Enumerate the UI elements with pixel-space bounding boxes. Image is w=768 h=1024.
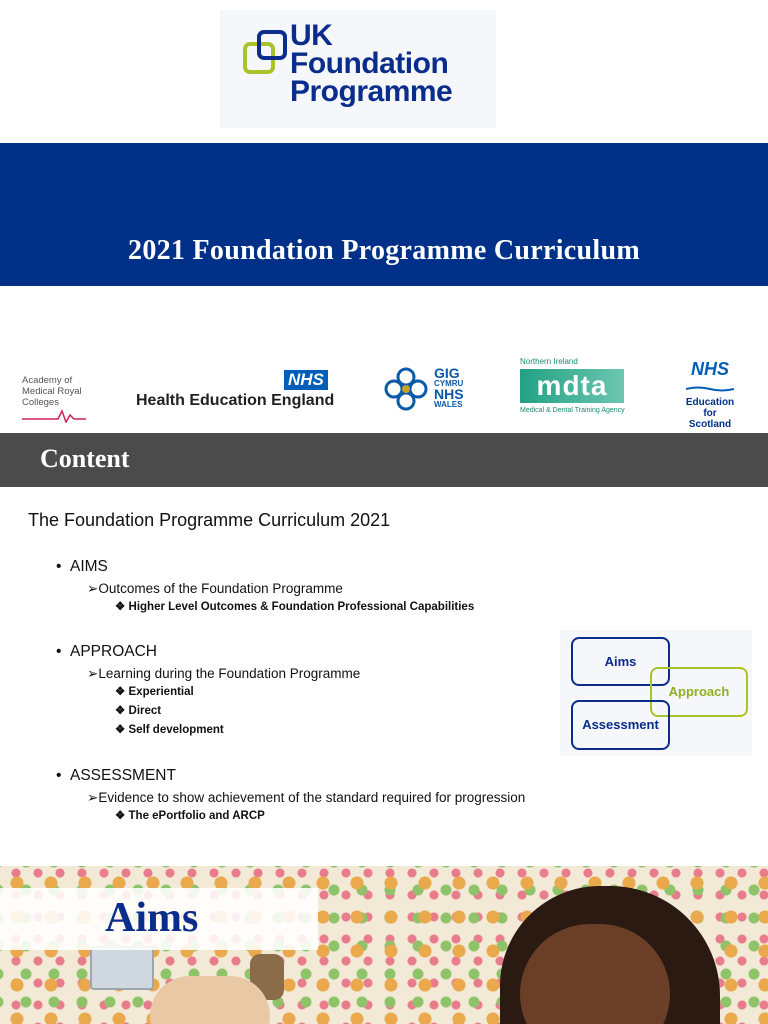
section-subpoint: ➢Outcomes of the Foundation Programme	[87, 581, 343, 596]
aims-sub: Outcomes of the Foundation Programme	[98, 581, 343, 596]
diagram-aims-box: Aims	[571, 637, 670, 686]
gig-line-3: NHS	[434, 386, 464, 402]
hee-text: Health Education England	[136, 392, 335, 409]
amrc-line-3: Colleges	[22, 397, 59, 408]
section-aims	[56, 557, 474, 617]
heartbeat-icon	[22, 409, 86, 423]
amrc-logo	[22, 375, 82, 408]
section-title: • AIMS	[56, 558, 108, 575]
section-assessment	[56, 766, 525, 826]
list-item: ❖ Direct	[115, 705, 162, 717]
diagram-approach-box: Approach	[650, 667, 748, 717]
gig-text	[434, 367, 464, 409]
aims-heading: Aims	[105, 895, 199, 941]
mdta-subtitle: Medical & Dental Training Agency	[520, 407, 625, 414]
nes-line-2: for	[703, 408, 717, 419]
list-item: ❖ Higher Level Outcomes & Foundation Professional Capabilities	[115, 601, 475, 613]
list-item: ❖ Experiential	[115, 686, 194, 698]
partner-logos	[0, 355, 768, 430]
nes-logo	[682, 359, 738, 430]
medical-equipment-image	[90, 946, 154, 990]
aims-title: AIMS	[70, 558, 108, 575]
interlocking-squares-icon	[242, 28, 292, 78]
amrc-line-1: Academy of	[22, 375, 73, 386]
section-title: • ASSESSMENT	[56, 767, 176, 784]
section-approach	[56, 642, 360, 740]
aims-approach-assessment-diagram	[560, 630, 752, 756]
logo-line-1: UK	[290, 19, 333, 52]
curriculum-subtitle: The Foundation Programme Curriculum 2021	[28, 510, 391, 530]
nhs-wales-logo	[382, 365, 464, 418]
approach-title: APPROACH	[70, 643, 157, 660]
logo-line-3: Programme	[290, 75, 453, 108]
page-title: 2021 Foundation Programme Curriculum	[128, 235, 640, 266]
aims-item-1: Higher Level Outcomes & Foundation Professional Capabilities	[128, 601, 475, 613]
section-title: • APPROACH	[56, 643, 157, 660]
assessment-item-1: The ePortfolio and ARCP	[128, 810, 265, 822]
diagram-assessment-box: Assessment	[571, 700, 670, 750]
celtic-knot-icon	[382, 365, 430, 413]
assessment-title: ASSESSMENT	[70, 767, 176, 784]
mdta-wordmark: mdta	[520, 369, 624, 403]
section-subpoint: ➢Evidence to show achievement of the standard required for progression	[87, 790, 526, 805]
nhs-badge: NHS	[284, 370, 328, 390]
wave-icon	[686, 386, 734, 392]
aims-photo-section	[0, 866, 768, 1024]
nes-line-1: Education	[685, 397, 735, 408]
list-item: ❖ The ePortfolio and ARCP	[115, 810, 265, 822]
content-heading: Content	[40, 444, 130, 473]
list-item: ❖ Self development	[115, 724, 224, 736]
approach-item-3: Self development	[128, 724, 224, 736]
logo-line-2: Foundation	[290, 47, 449, 80]
gig-line-4: WALES	[434, 400, 463, 409]
approach-item-1: Experiential	[128, 686, 194, 698]
section-subpoint: ➢Learning during the Foundation Programme	[87, 666, 361, 681]
approach-item-2: Direct	[128, 705, 162, 717]
nes-text	[682, 397, 738, 430]
child-image	[150, 976, 270, 1024]
title-banner	[0, 143, 768, 286]
assessment-sub: Evidence to show achievement of the standard required for progression	[98, 790, 526, 805]
approach-sub: Learning during the Foundation Programme	[98, 666, 361, 681]
gig-line-1: GIG	[434, 365, 460, 381]
logo-wordmark	[290, 19, 453, 108]
content-header	[0, 433, 768, 487]
amrc-line-2: Medical Royal	[22, 386, 82, 397]
nhs-scotland-badge: NHS	[690, 359, 729, 379]
nes-line-3: Scotland	[688, 419, 732, 430]
aims-title-panel	[0, 888, 318, 950]
uk-foundation-programme-logo	[220, 10, 496, 128]
gig-line-2: CYMRU	[434, 379, 464, 388]
mdta-region: Northern Ireland	[520, 357, 578, 366]
